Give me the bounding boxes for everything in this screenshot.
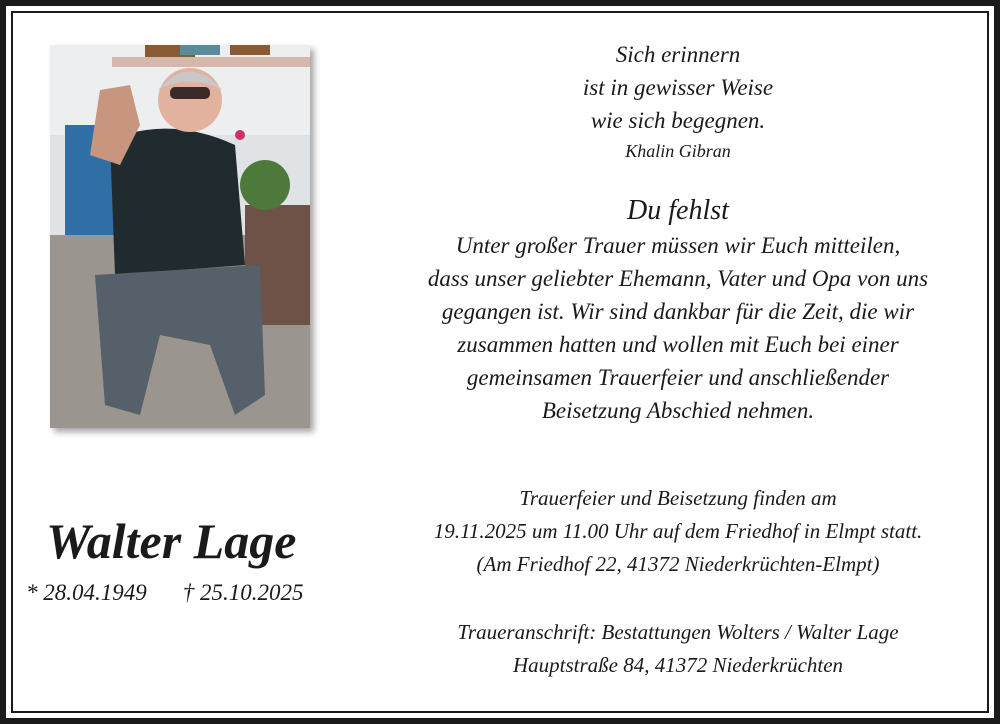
ceremony-line: 19.11.2025 um 11.00 Uhr auf dem Friedhof in Elmpt statt.: [433, 519, 923, 543]
ceremony-info: [360, 482, 996, 581]
address-line: Hauptstraße 84, 41372 Niederkrüchten: [512, 653, 844, 677]
quote: [360, 38, 996, 165]
mourning-address: [360, 616, 996, 682]
quote-line: ist in gewisser Weise: [582, 75, 774, 100]
ceremony-line: Trauerfeier und Beisetzung finden am: [519, 486, 837, 510]
deceased-name: Walter Lage: [46, 513, 297, 569]
death-date: † 25.10.2025: [182, 580, 304, 605]
quote-author: Khalin Gibran: [625, 141, 731, 161]
life-dates: [26, 580, 304, 606]
birth-date: * 28.04.1949: [26, 580, 147, 605]
message-line: gegangen ist. Wir sind dankbar für die Zeit, die wir: [441, 299, 915, 324]
message-line: Beisetzung Abschied nehmen.: [541, 398, 815, 423]
heading: Du fehlst: [627, 195, 729, 226]
quote-line: wie sich begegnen.: [590, 108, 766, 133]
message-line: Unter großer Trauer müssen wir Euch mitteilen,: [455, 233, 901, 258]
portrait-photo: [50, 45, 310, 428]
ceremony-line: (Am Friedhof 22, 41372 Niederkrüchten-Elmpt): [476, 552, 880, 576]
address-line: Traueranschrift: Bestattungen Wolters / Walter Lage: [457, 620, 899, 644]
message-line: gemeinsamen Trauerfeier und anschließender: [466, 365, 890, 390]
message-block: [360, 193, 996, 427]
message-line: zusammen hatten und wollen mit Euch bei einer: [457, 332, 899, 357]
message-line: dass unser geliebter Ehemann, Vater und Opa von uns: [427, 266, 929, 291]
quote-line: Sich erinnern: [615, 42, 741, 67]
